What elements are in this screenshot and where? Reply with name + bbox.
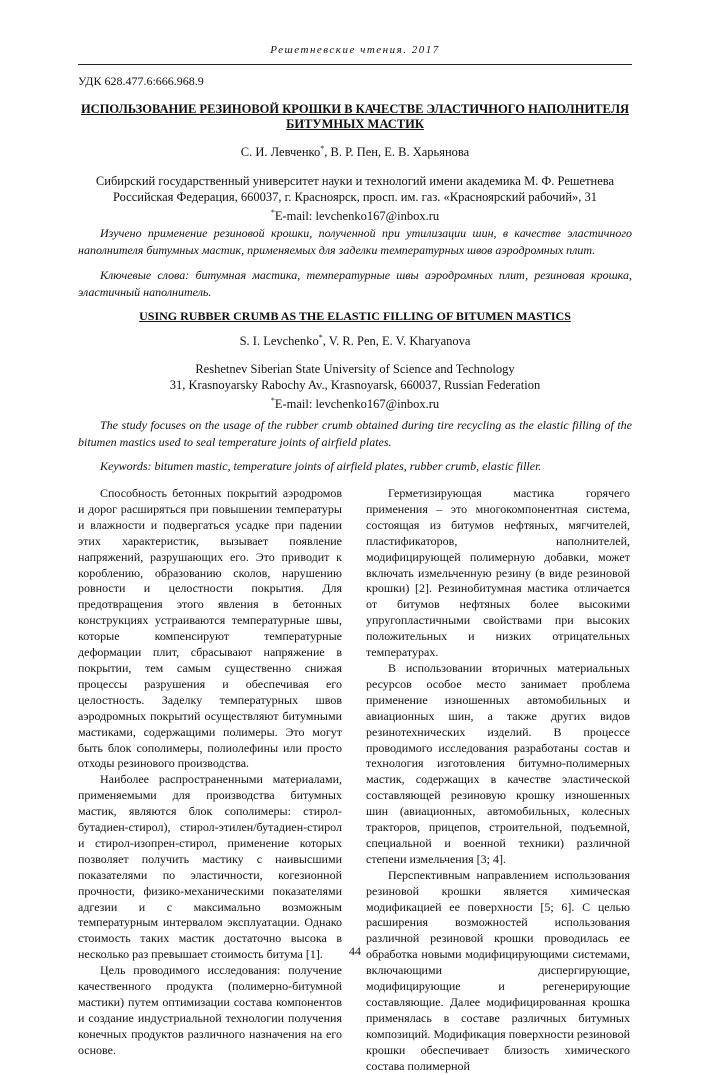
body-column-left (78, 486, 342, 1059)
en-authors-rest: , V. R. Pen, E. V. Kharyanova (322, 334, 471, 349)
ru-title-line2: БИТУМНЫХ МАСТИК (286, 117, 424, 131)
ru-authors-rest: , В. Р. Пен, Е. В. Харьянова (324, 145, 470, 160)
ru-affiliation (78, 173, 632, 224)
body-paragraph: В использовании вторичных материальных ресурсов особое место занимает проблема применение изношенных автомобильных и авиационных шин, а также других видов резинотехнических изделий. В процессе проводимого исследования разработаны состав и технология изготовления битумно-полимерных мастик, содержащих в качестве эластической составляющей резиновую крошку изношенных шин (авиационных, автомобильных, колесных тракторов, прицепов, строительной, подъемной, специальной и военной техники) различной степени измельчения [3; 4]. (366, 660, 630, 866)
ru-title (78, 102, 632, 132)
en-email (78, 393, 632, 412)
en-keywords: Keywords: bitumen mastic, temperature joints of airfield plates, rubber crumb, elastic filler. (100, 459, 542, 473)
ru-affiliation-line1: Сибирский государственный университет науки и технологий имени академика М. Ф. Решетнева (95, 174, 615, 188)
ru-email (78, 205, 632, 224)
en-affiliation-line2: 31, Krasnoyarsky Rabochy Av., Krasnoyarsk, 660037, Russian Federation (169, 378, 541, 392)
ru-keywords: Ключевые слова: битумная мастика, температурные швы аэродромных плит, резиновая крошка, эластичный наполнитель. (78, 268, 632, 299)
ru-title-line1: ИСПОЛЬЗОВАНИЕ РЕЗИНОВОЙ КРОШКИ В КАЧЕСТВЕ ЭЛАСТИЧНОГО НАПОЛНИТЕЛЯ (80, 102, 630, 116)
en-affiliation (78, 361, 632, 412)
en-title: USING RUBBER CRUMB AS THE ELASTIC FILLING OF BITUMEN MASTICS (139, 309, 571, 323)
ru-author-mark: * (320, 144, 325, 153)
en-author-mark: * (318, 333, 323, 342)
en-affiliation-line1: Reshetnev Siberian State University of Science and Technology (195, 362, 515, 376)
en-abstract: The study focuses on the usage of the rubber crumb obtained during tire recycling as the elastic filling of the bitumen mastics used to seal temperature joints of airfield plates. (78, 418, 632, 449)
body-paragraph: Цель проводимого исследования: получение качественного продукта (полимерно-битумной мастики) путем оптимизации состава компонентов и создание индустриальной технологии получения конечных продуктов различного назначения на его основе. (78, 963, 342, 1057)
body-paragraph: Перспективным направлением использования резиновой крошки является химическая модификацией ее поверхности [5; 6]. С целью расширения возможностей использования различной резиновой крошки проводилась ее обработка новыми модифицирующими системами, включающими диспергирующие, модифицирующие и регенерирующие составляющие. Далее модифицированная крошка применялась в составе различных битумных композиций. Модификация поверхности резиновой крошки обеспечивает близость химического состава полимерной (366, 867, 630, 1073)
body-paragraph: Способность бетонных покрытий аэродромов и дорог расширяться при повышении температуры и влажности и подвергаться усадке при падении этих характеристик, вызывает появление напряжений, разрушающих его. Это приводит к короблению, образованию сколов, нарушению ровности и целостности покрытия. Для предотвращения этого явления в бетонных конструкциях устраиваются температурные швы, которые компенсируют температурные деформации плит, сбрасывают напряжение в покрытии, тем самым существенно снижая процессы разрушения и обеспечивая его целостность. Заделку температурных швов аэродромных покрытий осуществляют битумными мастиками, содержащими полимеры. Это могут быть блок сополимеры, полиолефины или просто отходы резинового производства. (78, 486, 342, 771)
body-column-right (366, 486, 630, 1075)
body-paragraph: Наиболее распространенными материалами, применяемыми для производства битумных мастик, являются блок сополимеры: стирол-бутадиен-стирол), стирол-этилен/бутадиен-стирол и стирол-изопрен-стирол, применение которых позволяет получить мастику с наивысшими показателями по эластичности, когезионной прочности, физико-механическими показателями адгезии и с максимально возможным температурным интервалом эксплуатации. Однако стоимость таких мастик достаточно высока в несколько раз превышает стоимость битума [1]. (78, 772, 342, 962)
en-authors (78, 333, 632, 349)
ru-author-first: С. И. Левченко (240, 145, 321, 160)
ru-authors (78, 144, 632, 160)
page-number: 44 (349, 944, 361, 958)
running-header: Решетневские чтения. 2017 (270, 44, 440, 56)
en-author-first: S. I. Levchenko (239, 334, 319, 349)
ru-email-mark: * (270, 208, 275, 217)
ru-abstract: Изучено применение резиновой крошки, полученной при утилизации шин, в качестве эластичного наполнителя битумных мастик, применяемых для заделки температурных швов аэродромных плит. (78, 226, 632, 257)
header-divider (78, 64, 632, 65)
en-email-text: E-mail: levchenko167@inbox.ru (274, 397, 440, 412)
ru-email-text: E-mail: levchenko167@inbox.ru (274, 209, 440, 224)
ru-affiliation-line2: Российская Федерация, 660037, г. Красноярск, просп. им. газ. «Красноярский рабочий», 31 (112, 190, 598, 204)
body-paragraph: Герметизирующая мастика горячего применения – это многокомпонентная система, состоящая из битумов нефтяных, мягчителей, пластификаторов, наполнителей, модифицирующей полимерную добавки, может включать измельченную резину (в виде резиновой крошки) [2]. Резинобитумная мастика отличается от битумов нефтяных более высокими упругопластичными свойствами при высоких положительных и низких отрицательных температурах. (366, 486, 630, 660)
udc-code: УДК 628.477.6:666.968.9 (78, 74, 204, 88)
en-email-mark: * (270, 396, 275, 405)
